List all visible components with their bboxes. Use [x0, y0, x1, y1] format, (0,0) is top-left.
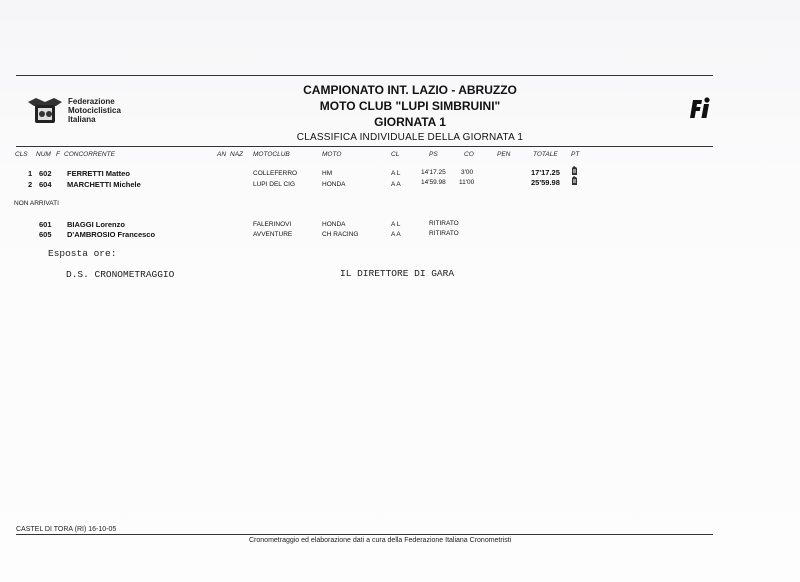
footer-rule	[16, 534, 713, 535]
col-co: CO	[464, 151, 474, 158]
row-name: BIAGGI Lorenzo	[67, 220, 125, 229]
direttore-gara-label: IL DIRETTORE DI GARA	[340, 268, 455, 279]
row-totale: 17'17.25	[531, 168, 560, 177]
header-rule	[16, 146, 713, 147]
row-moto: CH RACING	[322, 231, 359, 238]
fi-logo-icon	[688, 96, 714, 120]
giornata-title: GIORNATA 1	[374, 115, 446, 129]
row-motoclub: AVVENTURE	[253, 231, 293, 238]
col-pen: PEN	[497, 151, 511, 158]
row-ps: 14'59.98	[421, 179, 446, 186]
col-cls: CLS	[15, 151, 28, 158]
row-cl: A A	[391, 231, 401, 238]
row-cls: 2	[28, 180, 33, 189]
row-cl: A A	[391, 181, 401, 188]
footer-place-date: CASTEL DI TORA (RI) 16-10-05	[16, 526, 117, 533]
non-arrivati-label: NON ARRIVATI	[14, 200, 59, 207]
row-status: RITIRATO	[429, 220, 459, 227]
col-f: F	[56, 151, 60, 158]
row-cl: A L	[391, 221, 401, 228]
row-moto: HONDA	[322, 221, 346, 228]
footer-credit: Cronometraggio ed elaborazione dati a cura della Federazione Italiana Cronometristi	[249, 537, 512, 544]
col-cl: CL	[391, 151, 400, 158]
row-co: 3'00	[461, 169, 474, 176]
row-num: 602	[39, 169, 52, 178]
fmi-logo-icon	[26, 94, 64, 126]
col-moto: MOTO	[322, 151, 342, 158]
col-an: AN	[217, 151, 227, 158]
col-concorrente: CONCORRENTE	[64, 151, 115, 158]
row-moto: HM	[322, 170, 333, 177]
row-num: 605	[39, 230, 52, 239]
row-name: FERRETTI Matteo	[67, 169, 130, 178]
row-motoclub: COLLEFERRO	[253, 170, 298, 177]
pt-mark-icon	[571, 166, 578, 176]
col-motoclub: MOTOCLUB	[253, 151, 290, 158]
row-totale: 25'59.98	[531, 178, 560, 187]
row-moto: HONDA	[322, 181, 346, 188]
row-status: RITIRATO	[429, 230, 459, 237]
row-motoclub: FALERINOVI	[253, 221, 292, 228]
col-num: NUM	[36, 151, 51, 158]
col-naz: NAZ	[230, 151, 243, 158]
col-ps: PS	[429, 151, 438, 158]
esposta-ore-label: Esposta ore:	[48, 248, 117, 259]
row-name: MARCHETTI Michele	[67, 180, 141, 189]
row-num: 604	[39, 180, 52, 189]
row-name: D'AMBROSIO Francesco	[67, 230, 156, 239]
top-rule	[16, 75, 713, 76]
row-cl: A L	[391, 170, 401, 177]
row-num: 601	[39, 220, 52, 229]
row-ps: 14'17.25	[421, 169, 446, 176]
pt-mark-icon	[571, 176, 578, 186]
col-totale: TOTALE	[533, 151, 558, 158]
classifica-subtitle: CLASSIFICA INDIVIDUALE DELLA GIORNATA 1	[296, 132, 524, 143]
moto-club-title: MOTO CLUB "LUPI SIMBRUINI"	[319, 99, 501, 113]
row-cls: 1	[28, 169, 33, 178]
row-co: 11'00	[459, 179, 475, 186]
championship-title: CAMPIONATO INT. LAZIO - ABRUZZO	[303, 83, 517, 97]
fmi-logo-text: Federazione Motociclistica Italiana	[68, 97, 121, 124]
col-pt: PT	[571, 151, 580, 158]
ds-cronometraggio-label: D.S. CRONOMETRAGGIO	[66, 269, 175, 280]
row-motoclub: LUPI DEL CIG	[253, 181, 296, 188]
